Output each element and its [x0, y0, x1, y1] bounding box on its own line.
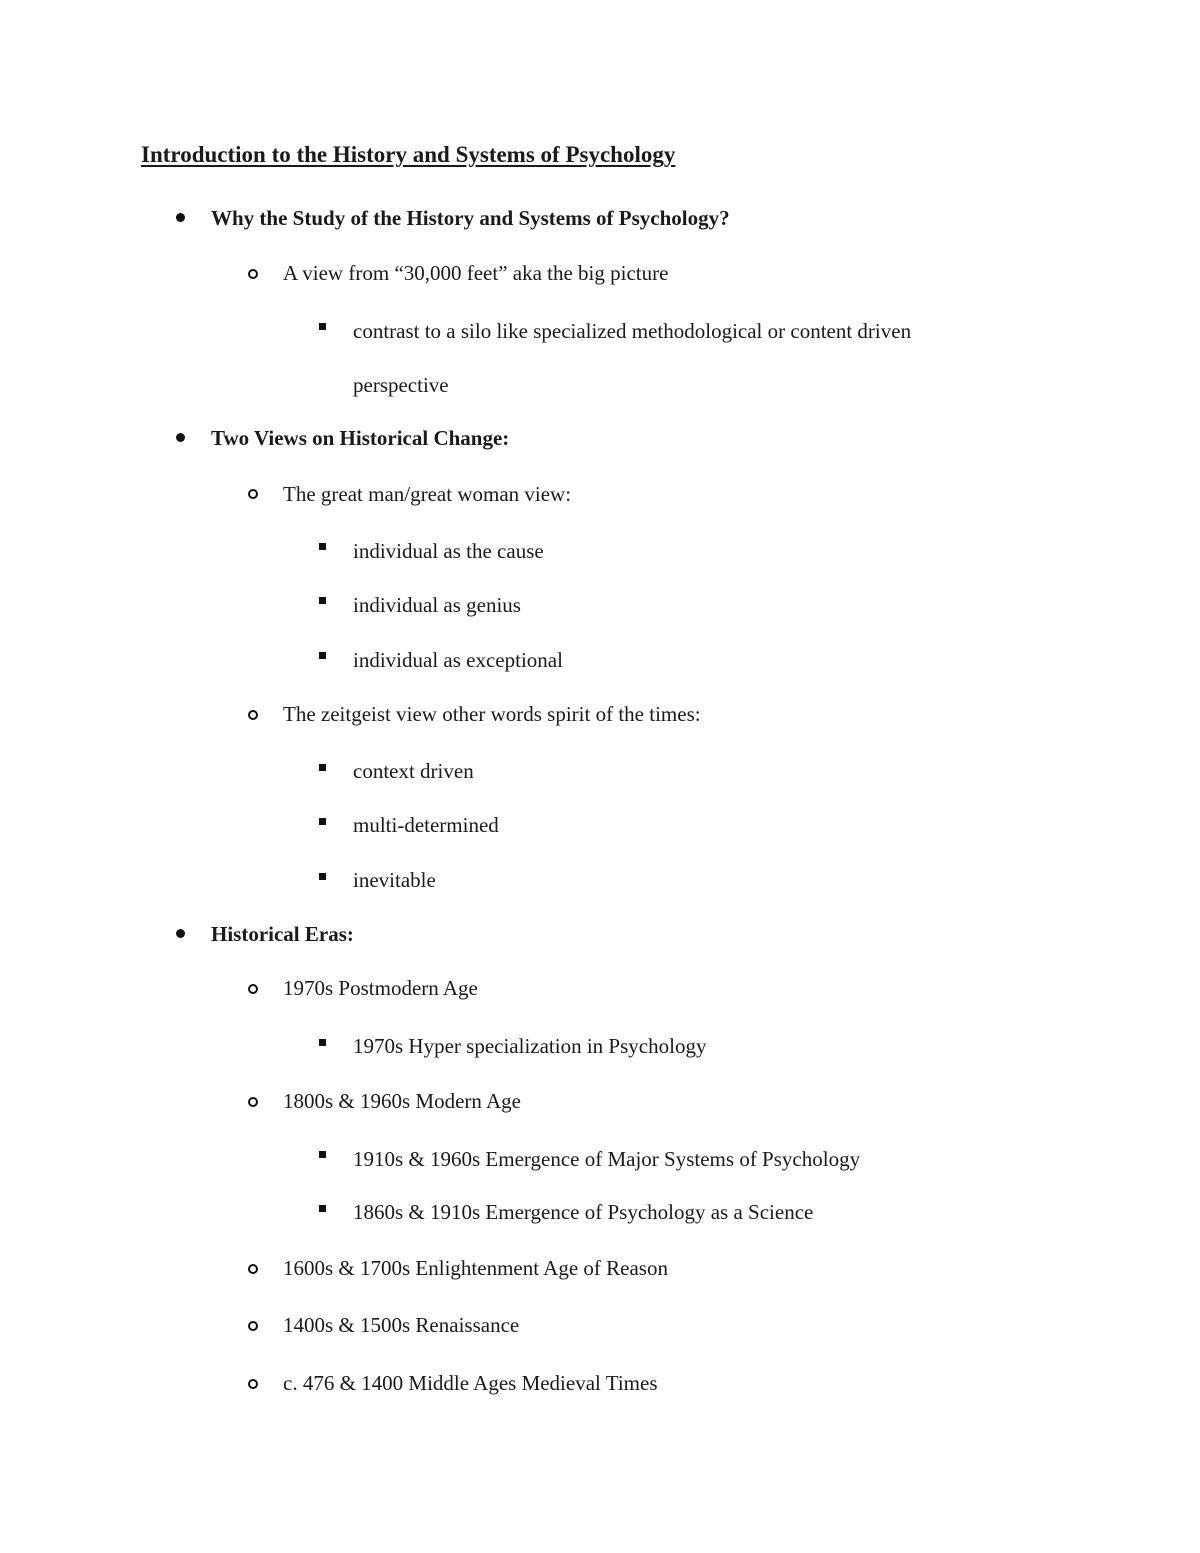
list-item-great-genius: individual as genius: [353, 593, 521, 617]
level2-hollow-bullet-icon: [248, 1379, 258, 1389]
level3-square-bullet-icon: [319, 873, 326, 880]
section-heading-eras: Historical Eras:: [211, 922, 354, 946]
level1-bullet-icon: [176, 929, 185, 938]
list-item-great-exceptional: individual as exceptional: [353, 648, 563, 672]
level3-square-bullet-icon: [319, 323, 326, 330]
document-title: Introduction to the History and Systems of Psychology: [141, 142, 676, 167]
level3-square-bullet-icon: [319, 543, 326, 550]
list-item-zeitgeist-view: The zeitgeist view other words spirit of the times:: [283, 702, 701, 726]
list-item-psychology-science: 1860s & 1910s Emergence of Psychology as a Science: [353, 1200, 814, 1224]
level3-square-bullet-icon: [319, 652, 326, 659]
section-heading-why: Why the Study of the History and Systems of Psychology?: [211, 206, 730, 230]
level3-square-bullet-icon: [319, 597, 326, 604]
list-item-postmodern: 1970s Postmodern Age: [283, 976, 478, 1000]
level1-bullet-icon: [176, 433, 185, 442]
list-item-great-view: The great man/great woman view:: [283, 482, 572, 506]
level2-hollow-bullet-icon: [248, 984, 258, 994]
level1-bullet-icon: [176, 213, 185, 222]
level2-hollow-bullet-icon: [248, 489, 258, 499]
section-heading-views: Two Views on Historical Change:: [211, 426, 510, 450]
level2-hollow-bullet-icon: [248, 1097, 258, 1107]
list-item-enlightenment: 1600s & 1700s Enlightenment Age of Reason: [283, 1256, 668, 1280]
list-item-big-picture: A view from “30,000 feet” aka the big picture: [283, 261, 669, 285]
list-item-context-driven: context driven: [353, 759, 474, 783]
list-item-inevitable: inevitable: [353, 868, 436, 892]
level3-square-bullet-icon: [319, 1151, 326, 1158]
level2-hollow-bullet-icon: [248, 710, 258, 720]
list-item-middle-ages: c. 476 & 1400 Middle Ages Medieval Times: [283, 1371, 658, 1395]
list-item-multi-determined: multi-determined: [353, 813, 499, 837]
level2-hollow-bullet-icon: [248, 1264, 258, 1274]
level2-hollow-bullet-icon: [248, 1321, 258, 1331]
list-item-modern-age: 1800s & 1960s Modern Age: [283, 1089, 521, 1113]
level3-square-bullet-icon: [319, 1039, 326, 1046]
list-item-great-cause: individual as the cause: [353, 539, 544, 563]
list-item-hyper-specialization: 1970s Hyper specialization in Psychology: [353, 1034, 707, 1058]
list-item-silo-contrast-continued: perspective: [353, 373, 449, 397]
list-item-silo-contrast: contrast to a silo like specialized methodological or content driven: [353, 319, 912, 343]
level2-hollow-bullet-icon: [248, 269, 258, 279]
list-item-major-systems: 1910s & 1960s Emergence of Major Systems of Psychology: [353, 1147, 861, 1171]
list-item-renaissance: 1400s & 1500s Renaissance: [283, 1313, 520, 1337]
level3-square-bullet-icon: [319, 1205, 326, 1212]
level3-square-bullet-icon: [319, 764, 326, 771]
level3-square-bullet-icon: [319, 818, 326, 825]
